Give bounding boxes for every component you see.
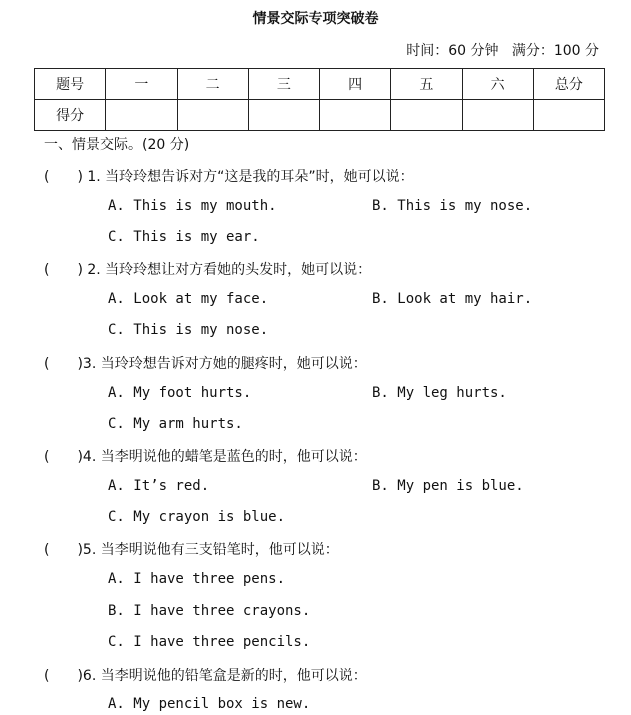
score-cell-empty[interactable]	[462, 100, 533, 131]
full-score: 满分：100 分	[511, 43, 599, 59]
option-a: A. This is my mouth.	[108, 198, 277, 214]
option-a: A. My foot hurts.	[108, 385, 252, 401]
score-cell-empty[interactable]	[391, 100, 462, 131]
score-cell-empty[interactable]	[177, 100, 248, 131]
section-heading: 一、情景交际。(20 分)	[44, 137, 190, 153]
option-c: C. I have three pencils.	[108, 634, 311, 650]
question-stem: ( )4. 当李明说他的蜡笔是蓝色的时，他可以说：	[44, 449, 367, 465]
question-stem: ( )5. 当李明说他有三支铅笔时，他可以说：	[44, 542, 339, 558]
option-b: B. This is my nose.	[372, 198, 533, 214]
page-title: 情景交际专项突破卷	[252, 11, 379, 27]
option-a: A. It’s red.	[108, 478, 210, 494]
score-cell-header: 四	[320, 69, 391, 100]
score-cell-empty[interactable]	[320, 100, 391, 131]
option-b: B. My leg hurts.	[372, 385, 507, 401]
score-table-score-row	[35, 100, 605, 131]
score-cell-header: 二	[177, 69, 248, 100]
score-cell-empty[interactable]	[106, 100, 177, 131]
option-c: C. My crayon is blue.	[108, 509, 286, 525]
question-stem: ( ) 1. 当玲玲想告诉对方“这是我的耳朵”时，她可以说：	[44, 169, 414, 185]
time-info	[406, 40, 599, 60]
question-stem: ( ) 2. 当玲玲想让对方看她的头发时，她可以说：	[44, 262, 372, 278]
question-stem: ( )3. 当玲玲想告诉对方她的腿疼时，她可以说：	[44, 356, 367, 372]
option-a: A. I have three pens.	[108, 571, 286, 587]
score-cell-header: 五	[391, 69, 462, 100]
option-c: C. My arm hurts.	[108, 416, 243, 432]
score-cell-empty[interactable]	[248, 100, 319, 131]
option-a: A. My pencil box is new.	[108, 696, 311, 712]
option-b: B. My pen is blue.	[372, 478, 524, 494]
option-c: C. This is my nose.	[108, 322, 269, 338]
score-table-header-row	[35, 69, 605, 100]
time-limit: 时间：60 分钟	[406, 43, 499, 59]
score-cell-header: 一	[106, 69, 177, 100]
question-stem: ( )6. 当李明说他的铅笔盒是新的时，他可以说：	[44, 668, 367, 684]
score-cell-header: 三	[248, 69, 319, 100]
option-c: C. This is my ear.	[108, 229, 260, 245]
option-b: B. I have three crayons.	[108, 603, 311, 619]
score-table	[34, 68, 605, 131]
score-cell-header: 题号	[35, 69, 106, 100]
score-cell-header: 总分	[533, 69, 604, 100]
option-b: B. Look at my hair.	[372, 291, 533, 307]
score-cell-header: 六	[462, 69, 533, 100]
score-row-label: 得分	[35, 100, 106, 131]
score-cell-empty[interactable]	[533, 100, 604, 131]
option-a: A. Look at my face.	[108, 291, 269, 307]
